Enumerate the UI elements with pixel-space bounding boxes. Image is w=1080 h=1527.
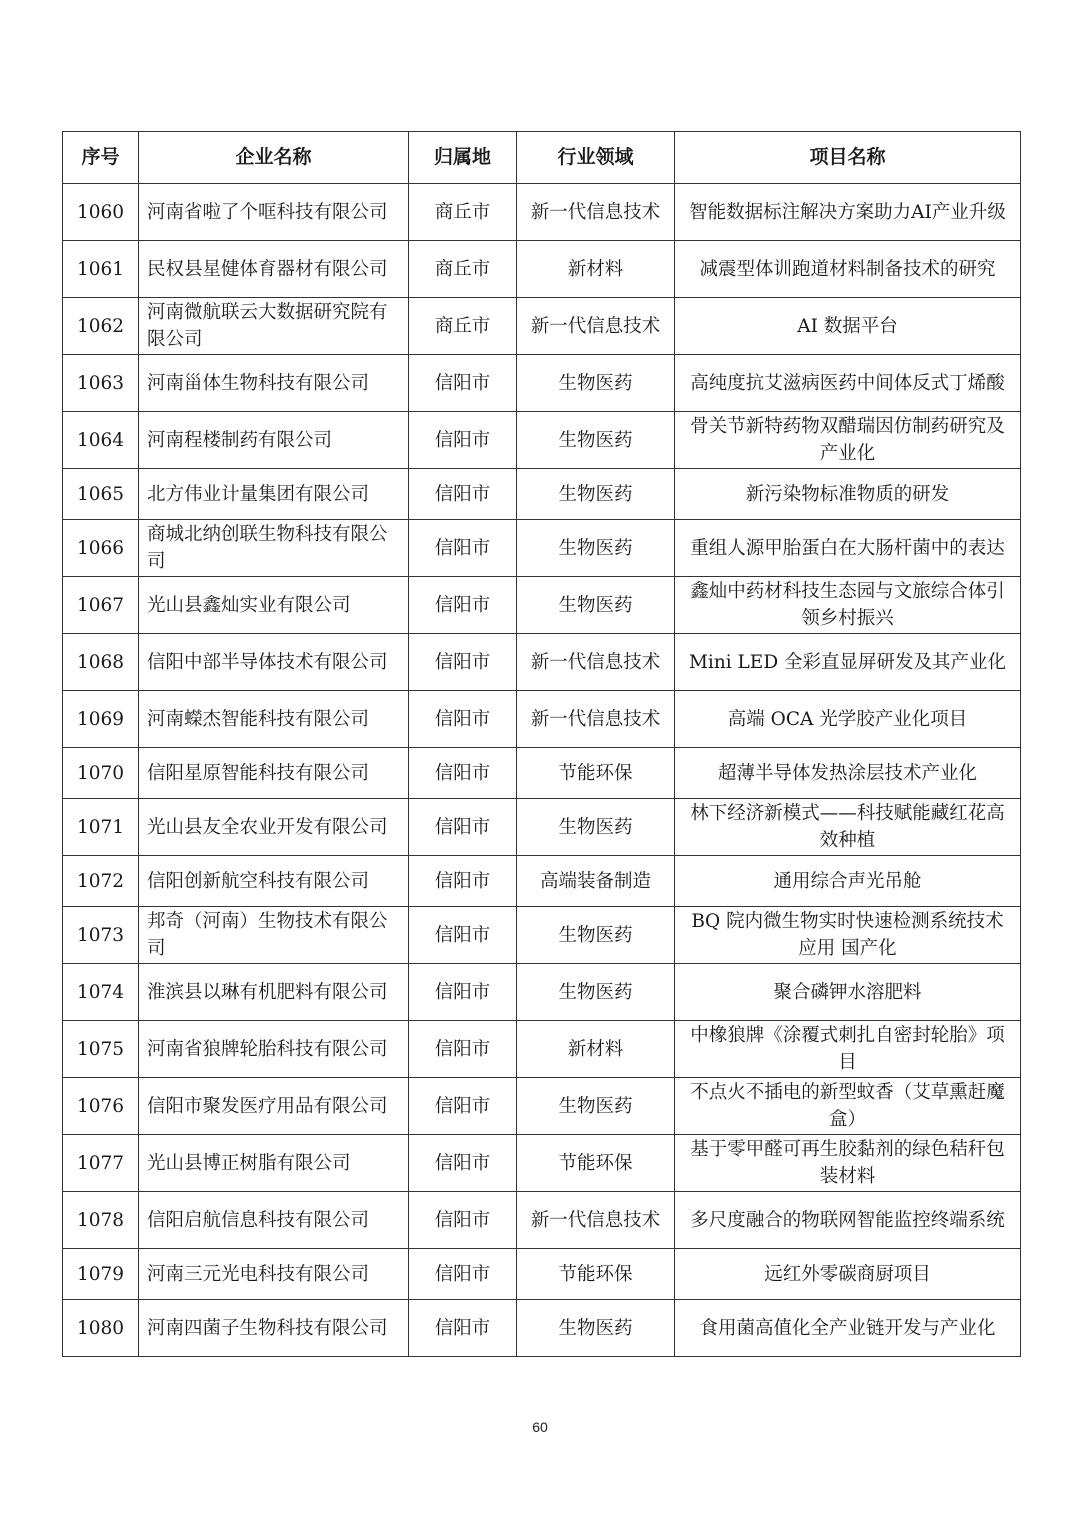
cell-serial-number: 1063 <box>63 355 139 412</box>
cell-company-name: 光山县博正树脂有限公司 <box>139 1135 409 1192</box>
page-number: 60 <box>532 1419 548 1435</box>
cell-company-name: 信阳市聚发医疗用品有限公司 <box>139 1078 409 1135</box>
cell-industry-field: 生物医药 <box>517 355 675 412</box>
cell-project-name: 通用综合声光吊舱 <box>675 856 1021 907</box>
cell-company-name: 信阳中部半导体技术有限公司 <box>139 634 409 691</box>
cell-industry-field: 新材料 <box>517 1021 675 1078</box>
cell-project-name: 高纯度抗艾滋病医药中间体反式丁烯酸 <box>675 355 1021 412</box>
cell-company-name: 信阳启航信息科技有限公司 <box>139 1192 409 1249</box>
cell-region: 信阳市 <box>409 412 517 469</box>
cell-industry-field: 新一代信息技术 <box>517 1192 675 1249</box>
table-row <box>63 241 1021 298</box>
cell-company-name: 光山县友全农业开发有限公司 <box>139 799 409 856</box>
cell-region: 信阳市 <box>409 691 517 748</box>
cell-project-name: AI 数据平台 <box>675 298 1021 355</box>
cell-industry-field: 新一代信息技术 <box>517 634 675 691</box>
cell-company-name: 河南省狼牌轮胎科技有限公司 <box>139 1021 409 1078</box>
cell-industry-field: 节能环保 <box>517 1249 675 1300</box>
enterprise-project-table <box>62 131 1021 1357</box>
cell-company-name: 淮滨县以琳有机肥料有限公司 <box>139 964 409 1021</box>
cell-industry-field: 生物医药 <box>517 1078 675 1135</box>
header-row <box>63 132 1021 184</box>
cell-serial-number: 1079 <box>63 1249 139 1300</box>
cell-industry-field: 高端装备制造 <box>517 856 675 907</box>
cell-company-name: 河南微航联云大数据研究院有限公司 <box>139 298 409 355</box>
cell-project-name: 基于零甲醛可再生胶黏剂的绿色秸秆包装材料 <box>675 1135 1021 1192</box>
cell-region: 信阳市 <box>409 1192 517 1249</box>
cell-industry-field: 新一代信息技术 <box>517 691 675 748</box>
table-row <box>63 691 1021 748</box>
cell-industry-field: 生物医药 <box>517 412 675 469</box>
table-row <box>63 1300 1021 1357</box>
table-row <box>63 1249 1021 1300</box>
cell-industry-field: 新材料 <box>517 241 675 298</box>
cell-company-name: 信阳创新航空科技有限公司 <box>139 856 409 907</box>
cell-serial-number: 1076 <box>63 1078 139 1135</box>
cell-serial-number: 1074 <box>63 964 139 1021</box>
header-region: 归属地 <box>409 132 517 184</box>
cell-industry-field: 生物医药 <box>517 469 675 520</box>
cell-project-name: 重组人源甲胎蛋白在大肠杆菌中的表达 <box>675 520 1021 577</box>
table-row <box>63 1192 1021 1249</box>
cell-serial-number: 1077 <box>63 1135 139 1192</box>
cell-company-name: 河南甾体生物科技有限公司 <box>139 355 409 412</box>
cell-serial-number: 1068 <box>63 634 139 691</box>
cell-region: 信阳市 <box>409 907 517 964</box>
cell-region: 信阳市 <box>409 964 517 1021</box>
cell-industry-field: 新一代信息技术 <box>517 298 675 355</box>
cell-region: 信阳市 <box>409 577 517 634</box>
table-row <box>63 634 1021 691</box>
table-row <box>63 469 1021 520</box>
cell-project-name: 超薄半导体发热涂层技术产业化 <box>675 748 1021 799</box>
cell-serial-number: 1066 <box>63 520 139 577</box>
cell-project-name: 林下经济新模式——科技赋能藏红花高效种植 <box>675 799 1021 856</box>
cell-serial-number: 1061 <box>63 241 139 298</box>
cell-region: 信阳市 <box>409 634 517 691</box>
cell-region: 信阳市 <box>409 856 517 907</box>
cell-region: 信阳市 <box>409 1135 517 1192</box>
cell-project-name: Mini LED 全彩直显屏研发及其产业化 <box>675 634 1021 691</box>
cell-project-name: 减震型体训跑道材料制备技术的研究 <box>675 241 1021 298</box>
table-header <box>63 132 1021 184</box>
cell-company-name: 河南三元光电科技有限公司 <box>139 1249 409 1300</box>
cell-company-name: 商城北纳创联生物科技有限公司 <box>139 520 409 577</box>
table-row <box>63 748 1021 799</box>
cell-region: 信阳市 <box>409 1021 517 1078</box>
table-row <box>63 577 1021 634</box>
cell-industry-field: 生物医药 <box>517 964 675 1021</box>
table-body <box>63 184 1021 1357</box>
cell-company-name: 北方伟业计量集团有限公司 <box>139 469 409 520</box>
cell-company-name: 河南程楼制药有限公司 <box>139 412 409 469</box>
cell-region: 信阳市 <box>409 748 517 799</box>
cell-serial-number: 1065 <box>63 469 139 520</box>
cell-serial-number: 1067 <box>63 577 139 634</box>
table-row <box>63 964 1021 1021</box>
table-row <box>63 355 1021 412</box>
cell-region: 信阳市 <box>409 469 517 520</box>
cell-serial-number: 1080 <box>63 1300 139 1357</box>
table-row <box>63 520 1021 577</box>
cell-industry-field: 生物医药 <box>517 520 675 577</box>
table-row <box>63 1021 1021 1078</box>
cell-region: 信阳市 <box>409 1249 517 1300</box>
cell-serial-number: 1069 <box>63 691 139 748</box>
cell-project-name: 新污染物标准物质的研发 <box>675 469 1021 520</box>
cell-serial-number: 1064 <box>63 412 139 469</box>
cell-project-name: 智能数据标注解决方案助力AI产业升级 <box>675 184 1021 241</box>
cell-serial-number: 1073 <box>63 907 139 964</box>
header-company-name: 企业名称 <box>139 132 409 184</box>
cell-industry-field: 生物医药 <box>517 799 675 856</box>
cell-project-name: 远红外零碳商厨项目 <box>675 1249 1021 1300</box>
table-row <box>63 412 1021 469</box>
table-row <box>63 1135 1021 1192</box>
cell-project-name: 骨关节新特药物双醋瑞因仿制药研究及产业化 <box>675 412 1021 469</box>
table-row <box>63 184 1021 241</box>
cell-serial-number: 1062 <box>63 298 139 355</box>
cell-serial-number: 1075 <box>63 1021 139 1078</box>
cell-project-name: 不点火不插电的新型蚊香（艾草熏赶魔盒） <box>675 1078 1021 1135</box>
cell-region: 信阳市 <box>409 1300 517 1357</box>
cell-industry-field: 生物医药 <box>517 1300 675 1357</box>
cell-industry-field: 新一代信息技术 <box>517 184 675 241</box>
cell-serial-number: 1060 <box>63 184 139 241</box>
header-serial-number: 序号 <box>63 132 139 184</box>
cell-company-name: 河南蠑杰智能科技有限公司 <box>139 691 409 748</box>
cell-industry-field: 节能环保 <box>517 1135 675 1192</box>
cell-project-name: 食用菌高值化全产业链开发与产业化 <box>675 1300 1021 1357</box>
table-row <box>63 1078 1021 1135</box>
cell-region: 商丘市 <box>409 241 517 298</box>
cell-region: 信阳市 <box>409 799 517 856</box>
header-project-name: 项目名称 <box>675 132 1021 184</box>
cell-company-name: 河南四菌子生物科技有限公司 <box>139 1300 409 1357</box>
header-industry-field: 行业领域 <box>517 132 675 184</box>
cell-project-name: 聚合磷钾水溶肥料 <box>675 964 1021 1021</box>
cell-project-name: 多尺度融合的物联网智能监控终端系统 <box>675 1192 1021 1249</box>
table-row <box>63 856 1021 907</box>
cell-region: 商丘市 <box>409 184 517 241</box>
cell-project-name: 中橡狼牌《涂覆式刺扎自密封轮胎》项目 <box>675 1021 1021 1078</box>
cell-serial-number: 1071 <box>63 799 139 856</box>
cell-company-name: 河南省啦了个哐科技有限公司 <box>139 184 409 241</box>
cell-region: 商丘市 <box>409 298 517 355</box>
cell-industry-field: 生物医药 <box>517 907 675 964</box>
cell-project-name: 鑫灿中药材科技生态园与文旅综合体引领乡村振兴 <box>675 577 1021 634</box>
cell-industry-field: 节能环保 <box>517 748 675 799</box>
cell-company-name: 信阳星原智能科技有限公司 <box>139 748 409 799</box>
cell-region: 信阳市 <box>409 520 517 577</box>
cell-company-name: 民权县星健体育器材有限公司 <box>139 241 409 298</box>
cell-serial-number: 1072 <box>63 856 139 907</box>
cell-company-name: 邦奇（河南）生物技术有限公司 <box>139 907 409 964</box>
cell-region: 信阳市 <box>409 1078 517 1135</box>
cell-industry-field: 生物医药 <box>517 577 675 634</box>
table-row <box>63 907 1021 964</box>
cell-serial-number: 1078 <box>63 1192 139 1249</box>
table-row <box>63 298 1021 355</box>
cell-project-name: 高端 OCA 光学胶产业化项目 <box>675 691 1021 748</box>
cell-company-name: 光山县鑫灿实业有限公司 <box>139 577 409 634</box>
cell-region: 信阳市 <box>409 355 517 412</box>
cell-serial-number: 1070 <box>63 748 139 799</box>
cell-project-name: BQ 院内微生物实时快速检测系统技术应用 国产化 <box>675 907 1021 964</box>
table-row <box>63 799 1021 856</box>
